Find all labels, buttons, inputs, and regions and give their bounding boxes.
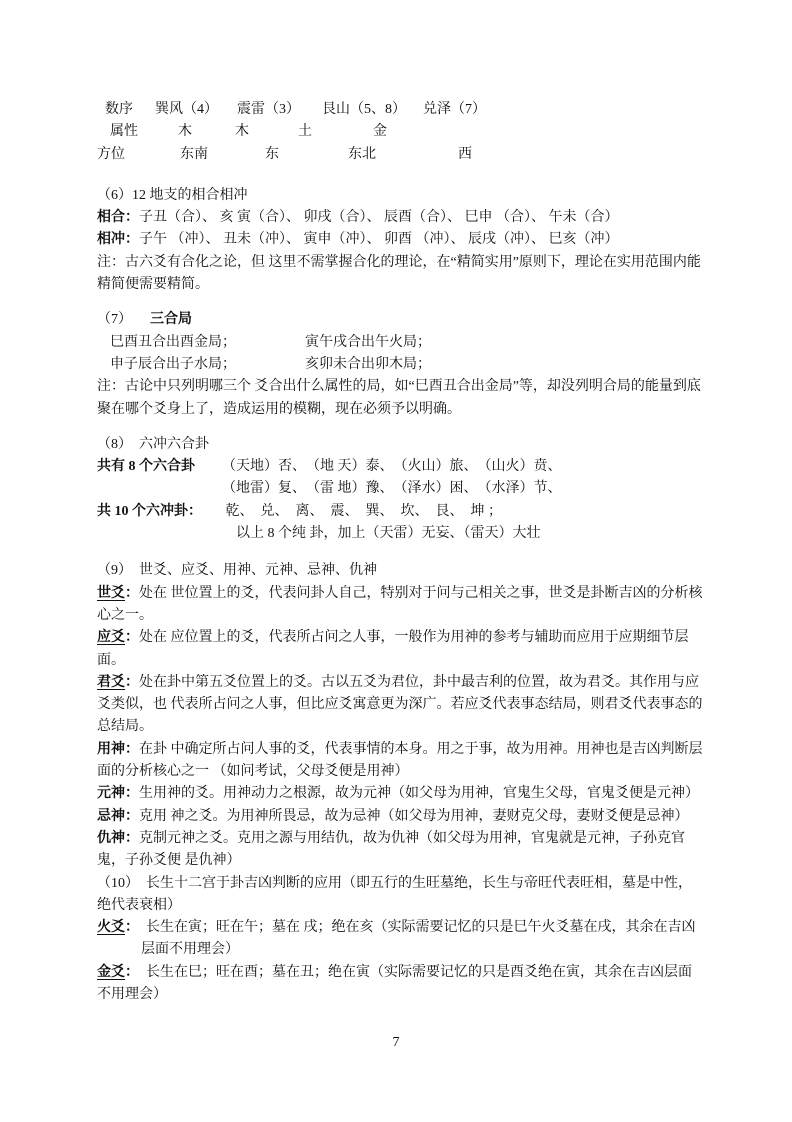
table-cell: 艮山（5、8） <box>322 102 406 117</box>
section-9-yao-and-gods <box>97 560 703 872</box>
term-text: 处在卦中第五爻位置上的爻。古以五爻为君位，卦中最吉利的位置，故为君爻。其作用与应爻类似，也 代表所占问之人事，但比应爻寓意更为深广。若应爻代表事态结局，则君爻代表事态的总结局。 <box>97 674 703 735</box>
table-cell: 震雷（3） <box>237 102 300 117</box>
section-6-note: 注：古六爻有合化之论，但 这里不需掌握合化的理论，在“精简实用”原则下，理论在实用范围内能精简便需要精简。 <box>97 254 701 293</box>
term-label: 忌神 <box>97 808 125 824</box>
combo-left: 申子辰合出子水局； <box>110 356 236 372</box>
label-colon: ： <box>125 964 132 980</box>
term-text: 生用神的爻。用神动力之根源，故为元神（如父母为用神，官鬼生父母，官鬼爻便是元神） <box>139 786 699 802</box>
label-colon: ： <box>125 630 139 646</box>
table-row-direction <box>97 144 703 166</box>
hexagram-list: （天地）否、 （地 天）泰、 （火山）旅、 （山火）贲、 <box>222 459 562 475</box>
table-cell: 东北 <box>348 146 376 162</box>
clash-line <box>97 229 703 251</box>
label-colon: ： <box>125 786 139 802</box>
term-paragraph-fire-yao <box>97 917 703 962</box>
term-label: 仇神 <box>97 830 125 846</box>
table-cell: 属性 <box>110 124 138 140</box>
page-number: 7 <box>392 1035 400 1050</box>
table-cell: 巽风（4） <box>155 102 218 117</box>
combo-row <box>97 354 703 376</box>
table-cell: 土 <box>298 124 312 140</box>
term-label: 相冲 <box>97 232 125 248</box>
label-colon: ： <box>125 232 139 248</box>
hexagram-list: 以上 8 个纯 卦，加上（天雷）无妄、（雷天）大壮 <box>222 526 541 542</box>
table-cell: 西 <box>458 146 472 162</box>
term-label: 君爻 <box>97 674 125 690</box>
label-colon: ： <box>125 808 139 824</box>
label-colon: ： <box>125 741 139 757</box>
combo-row <box>97 332 703 354</box>
label-colon: ： <box>125 674 139 690</box>
combo-left: 巳酉丑合出酉金局； <box>110 334 236 350</box>
clash-text: 子午 （冲）、 丑未（冲）、 寅申（冲）、 卯酉 （冲）、 辰戌（冲）、 巳亥（冲） <box>139 232 619 248</box>
page-content <box>97 99 703 1006</box>
table-cell: 东 <box>265 146 279 162</box>
term-text: 克制元神之爻。克用之源与用结仇，故为仇神（如父母为用神，官鬼就是元神，子孙克官鬼，子孙爻便 是仇神） <box>97 830 685 869</box>
term-text: 长生在寅；旺在午；墓在 戌；绝在亥（实际需要记忆的只是巳午火爻墓在戌，其余在吉凶层面不用理会） <box>132 920 696 958</box>
combo-right: 亥卯未合出卯木局； <box>305 356 431 372</box>
term-paragraph-yongshen <box>97 739 703 784</box>
section-10-twelve-stages <box>97 873 703 1007</box>
table-cell: 木 <box>178 124 192 140</box>
term-label: 世爻 <box>97 585 125 601</box>
section-title: 三合局 <box>150 312 192 328</box>
hexagram-row <box>97 456 703 478</box>
label-colon: ： <box>125 920 132 936</box>
table-cell: 兑泽（7） <box>423 102 486 117</box>
hexagram-row <box>97 523 703 545</box>
term-text: 在卦 中确定所占问人事的爻，代表事情的本身。用之于事，故为用神。用神也是吉凶判断层面的分析核心之一 （如问考试，父母爻便是用神） <box>97 741 703 780</box>
term-label: 金爻 <box>97 964 125 980</box>
hexagram-list: 乾、 兑、 离、 震、 巽、 坎、 艮、 坤 ； <box>222 503 502 519</box>
section-6-branch-combine-clash <box>97 185 703 296</box>
term-text: 处在 世位置上的爻，代表问卦人自己，特别对于问与己相关之事，世爻是卦断吉凶的分析核心之一。 <box>97 585 703 623</box>
label-colon: ： <box>125 585 139 601</box>
hexagram-row <box>97 501 703 523</box>
term-label: 相合 <box>97 210 125 226</box>
table-row-attribute <box>97 121 703 143</box>
table-cell: 东南 <box>180 146 208 162</box>
term-paragraph-yuanshen <box>97 783 703 805</box>
hexagram-list: （地雷）复、 （雷 地）豫、 （泽水）困、 （水泽）节、 <box>222 481 562 497</box>
combo-right: 寅午戌合出午火局； <box>305 334 431 350</box>
section-7-three-combination <box>97 309 703 420</box>
section-number: （7） <box>97 312 132 328</box>
table-row-number-order <box>97 99 703 121</box>
term-paragraph-choushen <box>97 828 703 873</box>
term-text: 长生在巳；旺在酉；墓在丑；绝在寅（实际需要记忆的只是酉爻绝在寅，其余在吉凶层面不用理会） <box>97 964 692 1002</box>
combine-text: 子丑（合）、 亥 寅（合）、 卯戌（合）、 辰酉（合）、 巳申 （合）、 午未（合） <box>139 210 619 226</box>
label-colon: ： <box>125 210 139 226</box>
term-paragraph-yingyao <box>97 627 703 672</box>
section-8-heading: （8） 六冲六合卦 <box>97 436 209 452</box>
term-text: 克用 神之爻。为用神所畏忌，故为忌神（如父母为用神，妻财克父母，妻财爻便是忌神） <box>139 808 689 824</box>
row-label: 共 10 个六冲卦： <box>97 503 202 519</box>
combine-line <box>97 207 703 229</box>
term-paragraph-jishen <box>97 806 703 828</box>
section-9-heading: （9） 世爻、应爻、用神、元神、忌神、仇神 <box>97 563 377 579</box>
section-7-heading <box>97 309 703 331</box>
section-8-six-clash-six-combine <box>97 434 703 545</box>
table-cell: 木 <box>235 124 249 140</box>
table-cell: 方位 <box>97 146 125 162</box>
trigram-attribute-table <box>97 99 703 166</box>
term-paragraph-junyao <box>97 672 703 739</box>
section-7-note: 注：古论中只列明哪三个 爻合出什么属性的局，如“巳酉丑合出金局”等，却没列明合局的能量到底聚在哪个爻身上了，造成运用的模糊，现在必须予以明确。 <box>97 379 701 417</box>
hexagram-row <box>97 478 703 500</box>
term-label: 应爻 <box>97 630 125 646</box>
row-label: 共有 8 个六合卦 <box>97 459 195 475</box>
term-label: 用神 <box>97 741 125 757</box>
table-cell: 金 <box>373 124 387 140</box>
term-text: 处在 应位置上的爻，代表所占问之人事，一般作为用神的参考与辅助而应用于应期细节层面。 <box>97 630 689 668</box>
table-cell: 数序 <box>105 102 133 117</box>
term-label: 火爻 <box>97 920 125 936</box>
term-label: 元神 <box>97 786 125 802</box>
label-colon: ： <box>125 830 139 846</box>
section-6-heading: （6）12 地支的相合相冲 <box>97 187 248 203</box>
term-paragraph-metal-yao <box>97 962 703 1007</box>
section-10-heading: （10） 长生十二宫于卦吉凶判断的应用（即五行的生旺墓绝，长生与帝旺代表旺相，墓是中性，绝代表衰相） <box>97 875 692 913</box>
term-paragraph-shiyao <box>97 583 703 628</box>
